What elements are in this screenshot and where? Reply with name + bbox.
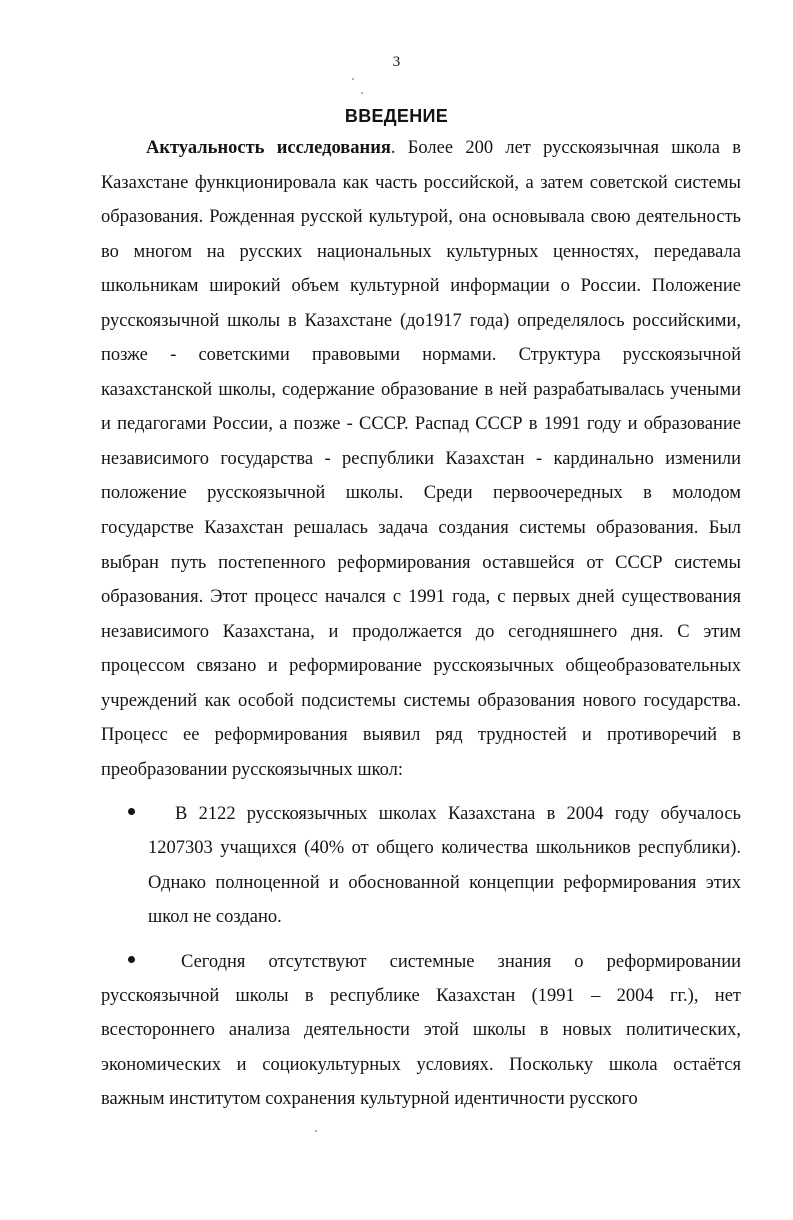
list-item (101, 945, 741, 1117)
bullet-dot-icon (128, 956, 135, 963)
intro-body-text: . Более 200 лет русскоязычная школа в Казахстане функционировала как часть российской, а затем советской системы образования. Рожденная русской культурой, она основывала свою деятельность во многом на русских национальных культурных ценностях, передавала школьникам широкий объем культурной информации о России. Положение русскоязычной школы в Казахстане (до1917 года) определялось российскими, позже - советскими правовыми нормами. Структура русскоязычной казахстанской школы, содержание образование в ней разрабатывалась учеными и педагогами России, а позже - СССР. Распад СССР в 1991 году и образование независимого государства - республики Казахстан - кардинально изменили положение русскоязычной школы. Среди первоочередных в молодом государстве Казахстан решалась задача создания системы образования. Был выбран путь постепенного реформирования оставшейся от СССР системы образования. Этот процесс начался с 1991 года, с первых дней существования независимого Казахстана, и продолжается до сегодняшнего дня. С этим процессом связано и реформирование русскоязычных общеобразовательных учреждений как особой подсистемы системы образования нового государства. Процесс ее реформирования выявил ряд трудностей и противоречий в преобразовании русскоязычных школ: (101, 138, 741, 780)
list-item (101, 797, 741, 935)
scan-speck (361, 92, 363, 94)
intro-paragraph (101, 131, 741, 787)
list-item-text: В 2122 русскоязычных школах Казахстана в 2004 году обучалось 1207303 учащихся (40% от общего количества школьников республики). Однако полноценной и обоснованной концепции реформирования этих школ не создано. (148, 804, 741, 928)
intro-lead-bold: Актуальность исследования (146, 138, 391, 158)
page-number: 3 (392, 54, 401, 70)
list-item-text: Сегодня отсутствуют системные знания о реформировании русскоязычной школы в республике Казахстан (1991 – 2004 гг.), нет всестороннего анализа деятельности этой школы в новых политических, экономических и социокультурных условиях. Поскольку школа остаётся важным институтом сохранения культурной идентичности русского (101, 951, 741, 1110)
scan-speck (352, 78, 354, 80)
scan-speck (315, 1130, 317, 1132)
section-heading: ВВЕДЕНИЕ (344, 106, 449, 126)
bullet-dot-icon (128, 808, 135, 815)
problem-list (101, 797, 741, 1117)
